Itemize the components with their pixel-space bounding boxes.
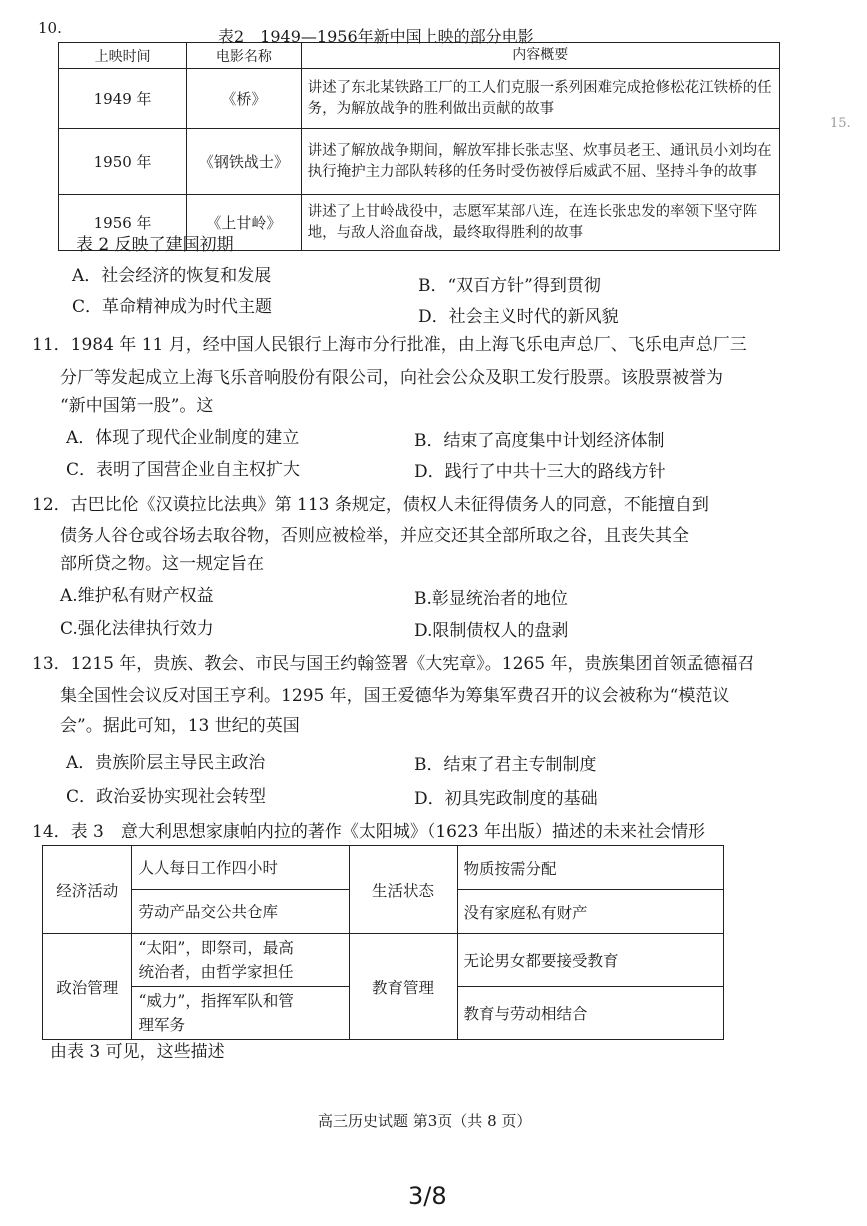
q12-option-a[interactable]: A.维护私有财产权益 — [60, 586, 214, 606]
q10-option-a[interactable]: A．社会经济的恢复和发展 — [72, 266, 272, 286]
table2-summary: 讲述了东北某铁路工厂的工人们克服一系列困难完成抢修松花江铁桥的任务，为解放战争的胜利做出贡献的故事 — [301, 69, 779, 129]
table3-economy-label: 经济活动 — [43, 846, 132, 934]
q13-line-2: 集全国性会议反对国王亨利。1295 年，国王爱德华为筹集军费召开的议会被称为“模范议 — [60, 686, 730, 706]
q12-line-2: 债务人谷仓或谷场去取谷物，否则应被检举，并应交还其全部所取之谷，且丧失其全 — [60, 526, 689, 546]
table2-year: 1949 年 — [59, 69, 187, 129]
q12-option-c[interactable]: C.强化法律执行效力 — [60, 619, 214, 639]
q11-line-1: 11．1984 年 11 月，经中国人民银行上海市分行批准，由上海飞乐电声总厂、飞乐电声总厂三 — [32, 335, 747, 355]
table3-politics-2-line-1: “威力”，指挥军队和管 — [138, 992, 294, 1010]
q13-option-b[interactable]: B．结束了君主专制制度 — [414, 755, 597, 775]
table3-politics-1-line-2: 统治者，由哲学家担任 — [138, 963, 294, 981]
q13-line-3: 会”。据此可知，13 世纪的英国 — [60, 716, 300, 736]
table2-title: 表2 1949—1956年新中国上映的部分电影 — [218, 27, 534, 46]
table2-film: 《桥》 — [187, 69, 301, 129]
table3-life-1: 物质按需分配 — [457, 846, 723, 890]
table2-header-film: 电影名称 — [187, 43, 301, 69]
q13-line-1: 13．1215 年，贵族、教会、市民与国王约翰签署《大宪章》。1265 年，贵族集团首领孟德福召 — [32, 654, 755, 674]
table2-year: 1956 年 — [59, 195, 187, 251]
table2-film: 《钢铁战士》 — [187, 129, 301, 195]
q14-stem: 由表 3 可见，这些描述 — [50, 1042, 225, 1062]
table3-life-label: 生活状态 — [349, 846, 457, 934]
table2-film: 《上甘岭》 — [187, 195, 301, 251]
q11-line-2: 分厂等发起成立上海飞乐音响股份有限公司，向社会公众及职工发行股票。该股票被誉为 — [60, 368, 723, 388]
table2-summary: 讲述了解放战争期间，解放军排长张志坚、炊事员老王、通讯员小刘均在执行掩护主力部队转移的任务时受伤被俘后威武不屈、坚持斗争的故事 — [301, 129, 779, 195]
q11-option-b[interactable]: B．结束了高度集中计划经济体制 — [414, 431, 665, 451]
q11-option-c[interactable]: C．表明了国营企业自主权扩大 — [66, 460, 301, 480]
q11-option-a[interactable]: A．体现了现代企业制度的建立 — [66, 428, 300, 448]
table3-life-2: 没有家庭私有财产 — [457, 890, 723, 934]
table3-economy-2: 劳动产品交公共仓库 — [132, 890, 349, 934]
table3-economy-1: 人人每日工作四小时 — [132, 846, 349, 890]
table-2 — [58, 42, 780, 251]
q12-line-1: 12．古巴比伦《汉谟拉比法典》第 113 条规定，债权人未征得债务人的同意，不能擅自到 — [32, 495, 709, 515]
table2-year: 1950 年 — [59, 129, 187, 195]
q11-line-3: “新中国第一股”。这 — [60, 396, 214, 416]
q11-option-d[interactable]: D．践行了中共十三大的路线方针 — [414, 462, 666, 482]
table3-education-label: 教育管理 — [349, 934, 457, 1040]
q13-option-a[interactable]: A．贵族阶层主导民主政治 — [66, 753, 266, 773]
q12-line-3: 部所贷之物。这一规定旨在 — [60, 554, 264, 574]
table3-politics-2 — [132, 987, 349, 1040]
page-indicator: 3/8 — [408, 1182, 447, 1210]
q13-option-d[interactable]: D．初具宪政制度的基础 — [414, 789, 598, 809]
table2-header-summary: 内容概要 — [301, 43, 779, 69]
q14-title: 14．表 3 意大利思想家康帕内拉的著作《太阳城》（1623 年出版）描述的未来社会情形 — [32, 822, 706, 842]
table3-politics-1 — [132, 934, 349, 987]
margin-mark: 15. — [830, 116, 851, 131]
q12-option-d[interactable]: D.限制债权人的盘剥 — [414, 621, 569, 641]
q12-option-b[interactable]: B.彰显统治者的地位 — [414, 589, 568, 609]
q10-stem: 表 2 反映了建国初期 — [76, 235, 234, 255]
table3-politics-label: 政治管理 — [43, 934, 132, 1040]
q13-option-c[interactable]: C．政治妥协实现社会转型 — [66, 787, 267, 807]
table3-education-2: 教育与劳动相结合 — [457, 987, 723, 1040]
table3-education-1: 无论男女都要接受教育 — [457, 934, 723, 987]
q10-option-b[interactable]: B．“双百方针”得到贯彻 — [418, 276, 601, 296]
table2-summary: 讲述了上甘岭战役中，志愿军某部八连，在连长张忠发的率领下坚守阵地，与敌人浴血奋战，最终取得胜利的故事 — [301, 195, 779, 251]
q10-option-c[interactable]: C．革命精神成为时代主题 — [72, 297, 273, 317]
table3-politics-2-line-2: 理军务 — [138, 1016, 185, 1034]
table3-politics-1-line-1: “太阳”，即祭司，最高 — [138, 939, 294, 957]
table2-header-time: 上映时间 — [59, 43, 187, 69]
q10-number: 10. — [38, 19, 62, 37]
q10-option-d[interactable]: D．社会主义时代的新风貌 — [418, 307, 619, 327]
page-footer: 高三历史试题 第3页（共 8 页） — [318, 1112, 532, 1130]
table-3 — [42, 845, 724, 1040]
